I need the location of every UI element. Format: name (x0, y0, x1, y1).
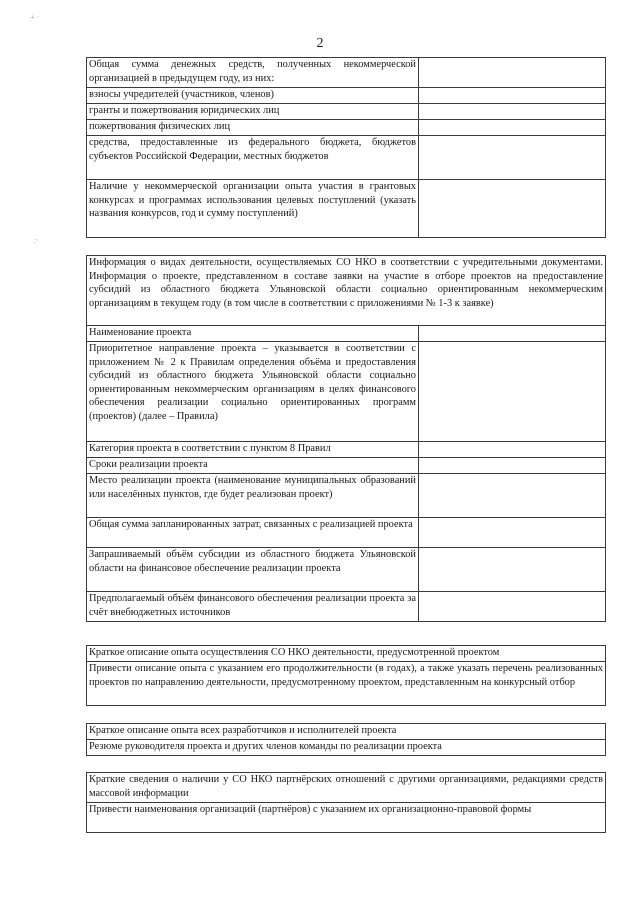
project-location-value-cell[interactable] (419, 474, 606, 518)
table-row (87, 136, 606, 180)
experience-table (86, 645, 606, 706)
extrabudgetary-funding-value-cell[interactable] (419, 592, 606, 622)
planned-costs-value-cell[interactable] (419, 518, 606, 548)
requested-subsidy-value-cell[interactable] (419, 548, 606, 592)
table-row (87, 120, 606, 136)
table-row (87, 342, 606, 442)
experience-instruction[interactable]: Привести описание опыта с указанием его продолжительности (в годах), а также указать перечень реализованных проектов по направлению деятельности, предусмотренному проектом, представленным на конкурсный отбор (87, 662, 606, 706)
project-timeline-value-cell[interactable] (419, 458, 606, 474)
grant-experience-value-cell[interactable] (419, 180, 606, 238)
table-row (87, 458, 606, 474)
planned-costs-label: Общая сумма запланированных затрат, связанных с реализацией проекта (87, 518, 419, 548)
individual-donations-value-cell[interactable] (419, 120, 606, 136)
team-resume-row[interactable]: Резюме руководителя проекта и других членов команды по реализации проекта (87, 740, 606, 756)
project-name-label: Наименование проекта (87, 326, 419, 342)
budget-funds-label: средства, предоставленные из федерального бюджета, бюджетов субъектов Российской Федерации, местных бюджетов (87, 136, 419, 180)
table-row (87, 442, 606, 458)
project-table (86, 255, 606, 622)
table-row (87, 646, 606, 662)
legal-entities-grants-value-cell[interactable] (419, 104, 606, 120)
table-row (87, 740, 606, 756)
table-row (87, 88, 606, 104)
table-row (87, 592, 606, 622)
requested-subsidy-label: Запрашиваемый объём субсидии из областного бюджета Ульяновской области на финансовое обеспечение реализации проекта (87, 548, 419, 592)
table-row (87, 104, 606, 120)
table-row (87, 326, 606, 342)
experience-title: Краткое описание опыта осуществления СО НКО деятельности, предусмотренной проектом (87, 646, 606, 662)
page-number: 2 (316, 36, 324, 51)
table-row (87, 180, 606, 238)
project-category-value-cell[interactable] (419, 442, 606, 458)
grant-experience-label: Наличие у некоммерческой организации опыта участия в грантовых конкурсах и программах использования целевых поступлений (указать названия конкурсов, год и сумму поступлений) (87, 180, 419, 238)
project-timeline-label: Сроки реализации проекта (87, 458, 419, 474)
table-row (87, 518, 606, 548)
margin-marks-side: :· (34, 236, 39, 245)
project-location-label: Место реализации проекта (наименование муниципальных образований или населённых пунктов, где будет реализован проект) (87, 474, 419, 518)
funds-total-value-cell[interactable] (419, 58, 606, 88)
table-row (87, 803, 606, 833)
legal-entities-grants-label: гранты и пожертвования юридических лиц (87, 104, 419, 120)
funds-total-label: Общая сумма денежных средств, полученных некоммерческой организацией в предыдущем году, из них: (87, 58, 419, 88)
table-row (87, 548, 606, 592)
partners-instruction[interactable]: Привести наименования организаций (партнёров) с указанием их организационно-правовой формы (87, 803, 606, 833)
project-info-header: Информация о видах деятельности, осуществляемых СО НКО в соответствии с учредительными документами. Информация о проекте, представленном в составе заявки на участие в отборе проектов на предоставление субсидий из областного бюджета Ульяновской области социально ориентированным некоммерческим организациям в текущем году (в том числе в соответствии с приложениями № 1-3 к заявке) (87, 256, 606, 326)
project-name-value-cell[interactable] (419, 326, 606, 342)
table-row (87, 773, 606, 803)
team-table (86, 723, 606, 756)
founders-contributions-value-cell[interactable] (419, 88, 606, 104)
individual-donations-label: пожертвования физических лиц (87, 120, 419, 136)
extrabudgetary-funding-label: Предполагаемый объём финансового обеспечения реализации проекта за счёт внебюджетных источников (87, 592, 419, 622)
priority-direction-label: Приоритетное направление проекта – указывается в соответствии с приложением № 2 к Правилам определения объёма и предоставления субсидий из областного бюджета Ульяновской области социально ориентированным некоммерческим организациям в целях финансового обеспечения реализации социально ориентированных программ (проектов) (далее – Правила) (87, 342, 419, 442)
table-row (87, 474, 606, 518)
partners-table (86, 772, 606, 833)
table-row (87, 724, 606, 740)
founders-contributions-label: взносы учредителей (участников, членов) (87, 88, 419, 104)
table-row (87, 256, 606, 326)
priority-direction-value-cell[interactable] (419, 342, 606, 442)
developers-experience-row[interactable]: Краткое описание опыта всех разработчиков и исполнителей проекта (87, 724, 606, 740)
funds-table (86, 57, 606, 238)
partners-title: Краткие сведения о наличии у СО НКО партнёрских отношений с другими организациями, редакциями средств массовой информации (87, 773, 606, 803)
table-row (87, 58, 606, 88)
budget-funds-value-cell[interactable] (419, 136, 606, 180)
table-row (87, 662, 606, 706)
margin-marks: + · (30, 13, 40, 22)
project-category-label: Категория проекта в соответствии с пунктом 8 Правил (87, 442, 419, 458)
